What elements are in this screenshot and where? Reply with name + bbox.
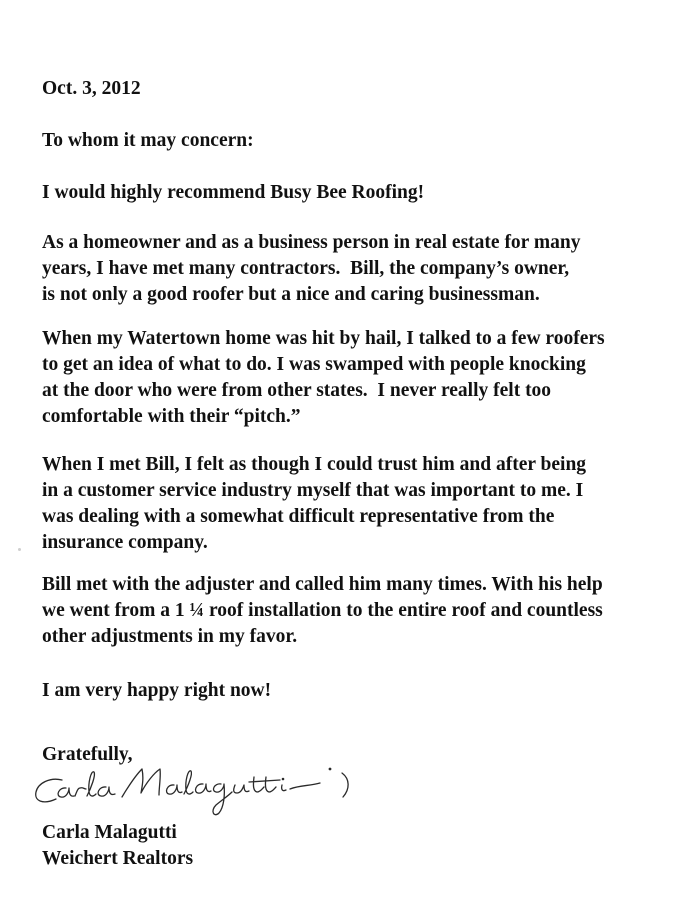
paragraph-4-line-4: insurance company. [42,532,208,553]
paragraph-2-line-3: is not only a good roofer but a nice and caring businessman. [42,284,540,305]
paragraph-2-line-1: As a homeowner and as a business person in real estate for many [42,232,581,253]
paragraph-5-line-2: we went from a 1 ¼ roof installation to the entire roof and countless [42,600,603,621]
letter-date: Oct. 3, 2012 [42,78,141,99]
signer-name: Carla Malagutti [42,822,177,843]
paragraph-6-line-1: I am very happy right now! [42,680,272,701]
paragraph-4-line-1: When I met Bill, I felt as though I could trust him and after being [42,454,587,475]
paragraph-4-line-2: in a customer service industry myself that was important to me. I [42,480,584,501]
paragraph-5-line-3: other adjustments in my favor. [42,626,298,647]
letter-salutation: To whom it may concern: [42,130,254,151]
paragraph-2-line-2: years, I have met many contractors. Bill, the company’s owner, [42,258,570,279]
paragraph-4-line-3: was dealing with a somewhat difficult representative from the [42,506,555,527]
paragraph-3-line-1: When my Watertown home was hit by hail, I talked to a few roofers [42,328,605,349]
paragraph-3-line-3: at the door who were from other states. I never really felt too [42,380,552,401]
paper-speck [18,548,21,551]
paragraph-3-line-2: to get an idea of what to do. I was swamped with people knocking [42,354,586,375]
signer-company: Weichert Realtors [42,848,194,869]
paragraph-1-line-1: I would highly recommend Busy Bee Roofing! [42,182,425,203]
paragraph-5-line-1: Bill met with the adjuster and called him many times. With his help [42,574,603,595]
paragraph-3-line-4: comfortable with their “pitch.” [42,406,301,427]
letter-closing: Gratefully, [42,744,133,765]
